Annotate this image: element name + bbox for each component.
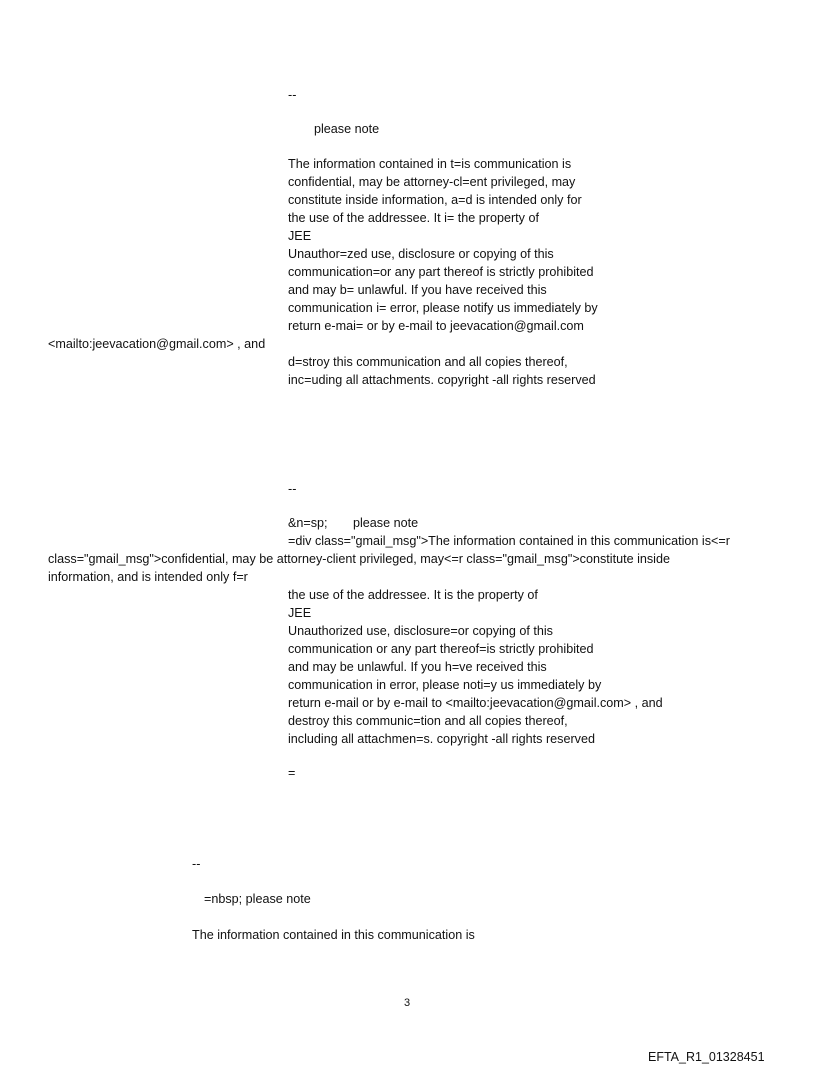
body-line: JEE [288, 606, 312, 620]
body-line: including all attachmen=s. copyright -all rights reserved [288, 732, 595, 746]
body-line: The information contained in this communication is [192, 928, 475, 942]
body-line: communication in error, please noti=y us immediately by [288, 678, 602, 692]
body-line: d=stroy this communication and all copies thereof, [288, 355, 568, 369]
body-line: communication=or any part thereof is strictly prohibited [288, 265, 594, 279]
wrapped-line: class="gmail_msg">confidential, may be attorney-client privileged, may<=r class="gmail_msg">constitute inside [48, 552, 670, 566]
wrapped-line: information, and is intended only f=r [48, 570, 248, 584]
nbsp-please-note: =nbsp; please note [204, 892, 311, 906]
body-line: return e-mail or by e-mail to <mailto:jeevacation@gmail.com> , and [288, 696, 663, 710]
mailto-line: <mailto:jeevacation@gmail.com> , and [48, 337, 266, 351]
body-line: The information contained in t=is communication is [288, 157, 572, 171]
body-line: confidential, may be attorney-cl=ent privileged, may [288, 175, 576, 189]
body-line: JEE [288, 229, 312, 243]
separator: -- [288, 482, 297, 496]
body-line: communication i= error, please notify us immediately by [288, 301, 598, 315]
equals-line: = [288, 766, 296, 780]
body-line: destroy this communic=tion and all copies thereof, [288, 714, 568, 728]
body-line: and may be unlawful. If you h=ve received this [288, 660, 547, 674]
please-note-heading: please note [314, 122, 380, 136]
page-number: 3 [404, 997, 411, 1009]
body-line: the use of the addressee. It is the property of [288, 588, 538, 602]
please-note-heading: please note [353, 516, 419, 530]
separator: -- [192, 857, 201, 871]
body-line: the use of the addressee. It i= the property of [288, 211, 539, 225]
separator: -- [288, 88, 297, 102]
body-line: inc=uding all attachments. copyright -all rights reserved [288, 373, 596, 387]
body-line: Unauthorized use, disclosure=or copying of this [288, 624, 553, 638]
body-line: constitute inside information, a=d is intended only for [288, 193, 582, 207]
body-line: Unauthor=zed use, disclosure or copying of this [288, 247, 554, 261]
body-line: and may b= unlawful. If you have received this [288, 283, 547, 297]
nbsp-prefix: &n=sp; [288, 516, 328, 530]
document-id: EFTA_R1_01328451 [648, 1050, 765, 1064]
body-line: return e-mai= or by e-mail to jeevacation@gmail.com [288, 319, 584, 333]
div-line: =div class="gmail_msg">The information contained in this communication is<=r [288, 534, 730, 548]
body-line: communication or any part thereof=is strictly prohibited [288, 642, 594, 656]
